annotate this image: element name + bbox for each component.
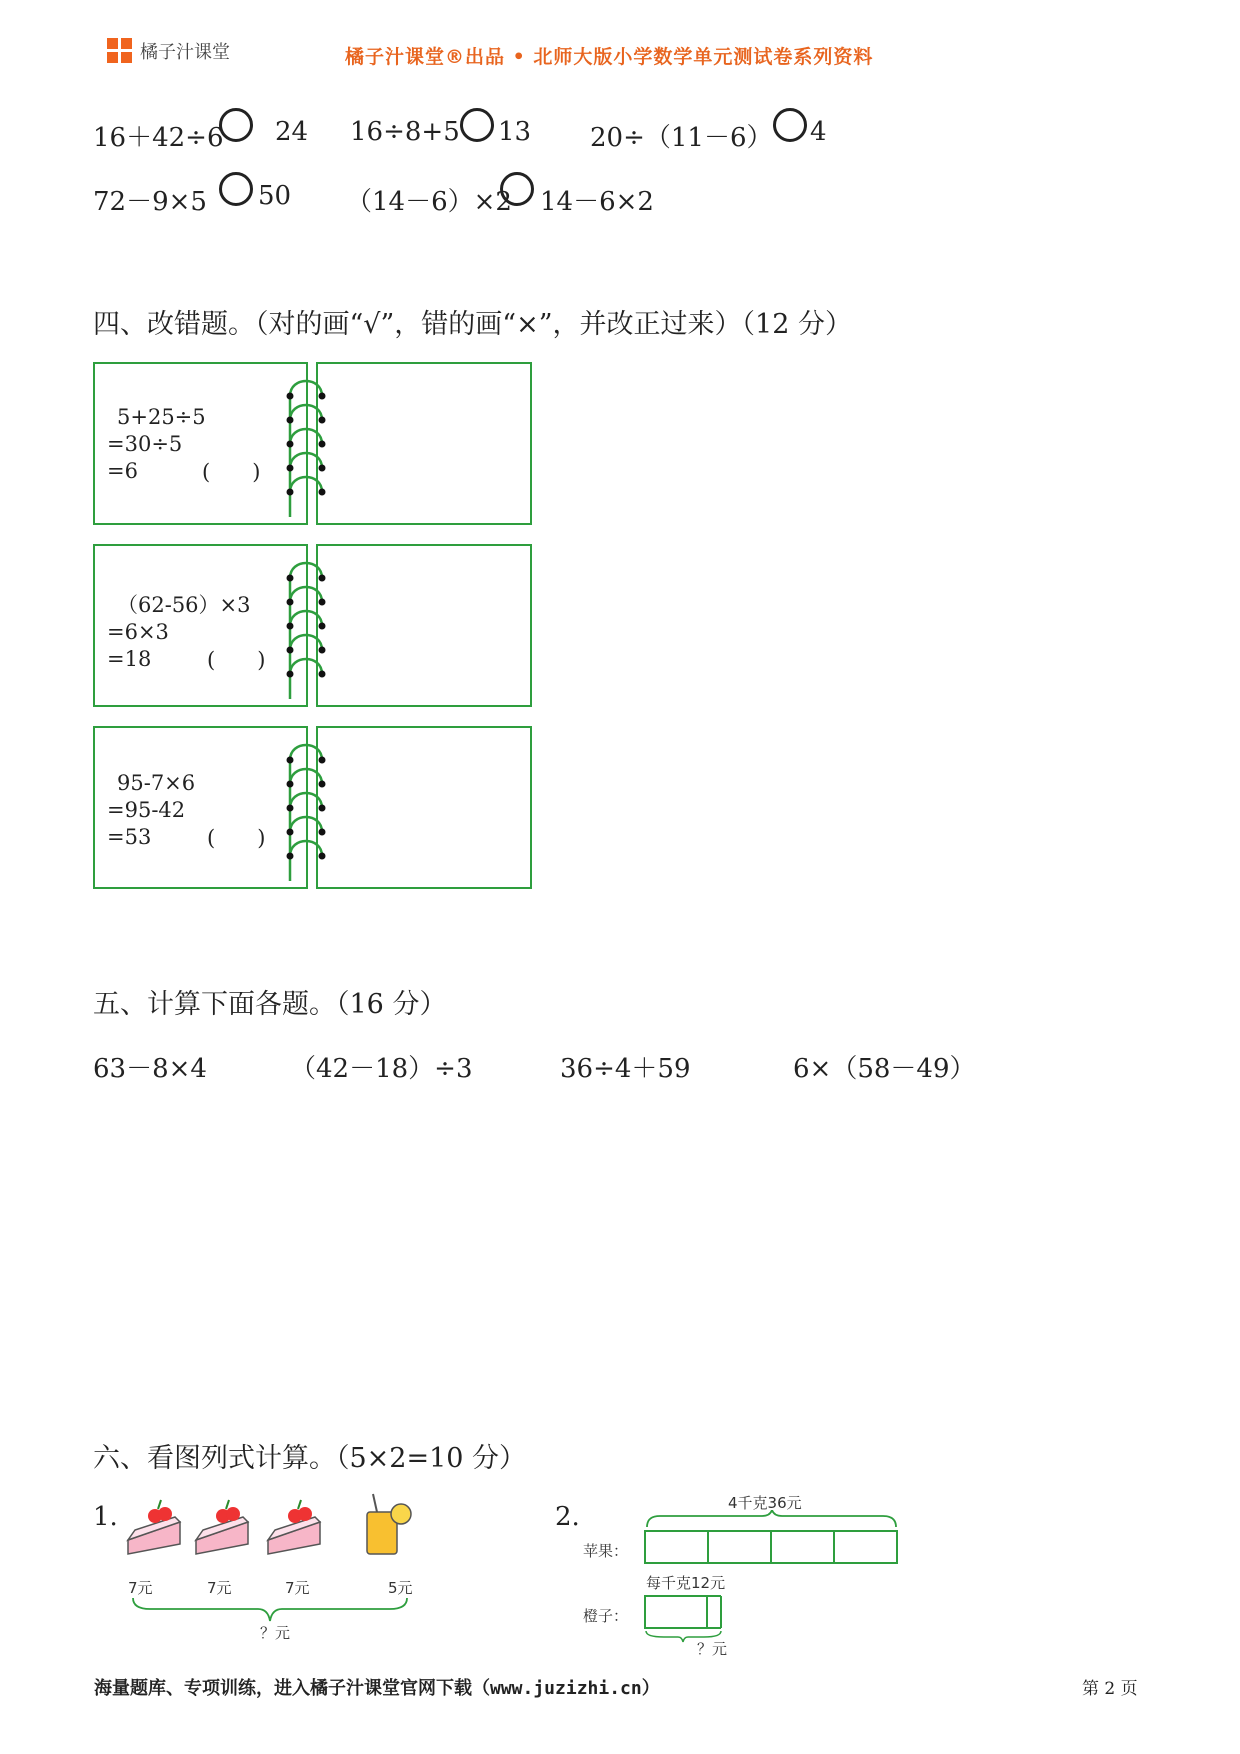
- price-label: 7元: [207, 1579, 232, 1597]
- section4-title: 四、改错题。（对的画“√”，错的画“×”，并改正过来）（12 分）: [93, 309, 852, 340]
- compare-circle[interactable]: [219, 108, 253, 142]
- section5-title: 五、计算下面各题。（16 分）: [93, 989, 447, 1020]
- compare-right: 13: [498, 117, 532, 147]
- error-card-left: [93, 362, 308, 525]
- error-card-right[interactable]: [316, 544, 532, 707]
- spiral-rings-icon: [280, 362, 340, 525]
- spiral-rings-icon: [280, 726, 340, 889]
- answer-parens[interactable]: ( ): [207, 648, 266, 672]
- problem-number: 2.: [555, 1502, 580, 1532]
- card-line: 95-7×6: [117, 771, 196, 795]
- price-label: 5元: [388, 1579, 413, 1597]
- card-line: （62-56）×3: [117, 593, 251, 617]
- error-card-left: [93, 726, 308, 889]
- logo-icon: [107, 38, 133, 64]
- orange-question: ？元: [697, 1640, 728, 1658]
- compare-right: 4: [810, 117, 827, 147]
- compare-circle[interactable]: [219, 172, 253, 206]
- page-number: 第 2 页: [1082, 1679, 1138, 1699]
- compare-circle[interactable]: [773, 108, 807, 142]
- cake-and-juice-icon: [125, 1492, 430, 1562]
- top-label: 4千克36元: [728, 1494, 802, 1512]
- logo-text: 橘子汁课堂: [140, 42, 230, 63]
- per-kg-label: 每千克12元: [646, 1574, 726, 1592]
- card-line: =6: [107, 459, 138, 483]
- spiral-rings-icon: [280, 544, 340, 707]
- compare-circle[interactable]: [460, 108, 494, 142]
- compare-left: 16÷8+5: [350, 117, 460, 147]
- compare-right: 50: [258, 181, 292, 211]
- calc-problem: 36÷4＋59: [560, 1054, 691, 1084]
- footer-link-text[interactable]: 海量题库、专项训练，进入橘子汁课堂官网下载（www.juzizhi.cn）: [94, 1678, 660, 1699]
- card-line: =53: [107, 825, 152, 849]
- compare-left: 16＋42÷6: [93, 123, 224, 153]
- apple-bar: [644, 1530, 900, 1566]
- section6-title: 六、看图列式计算。（5×2=10 分）: [93, 1443, 527, 1474]
- problem-number: 1.: [93, 1502, 118, 1532]
- brace-icon: [130, 1595, 410, 1625]
- compare-left: 20÷（11－6）: [590, 123, 773, 153]
- calc-problem: 6×（58－49）: [793, 1054, 976, 1084]
- compare-left: 72－9×5: [93, 187, 207, 217]
- card-line: =95-42: [107, 798, 186, 822]
- brace-icon: [645, 1510, 900, 1530]
- total-question: ？元: [260, 1624, 291, 1642]
- card-line: 5+25÷5: [117, 405, 206, 429]
- compare-right: 24: [275, 117, 309, 147]
- card-line: =18: [107, 647, 152, 671]
- orange-bar: [644, 1593, 724, 1643]
- apple-label: 苹果：: [583, 1542, 629, 1560]
- card-line: =30÷5: [107, 432, 183, 456]
- compare-circle[interactable]: [500, 172, 534, 206]
- answer-parens[interactable]: ( ): [202, 460, 261, 484]
- header-title: 橘子汁课堂®出品 • 北师大版小学数学单元测试卷系列资料: [345, 46, 874, 68]
- calc-problem: 63－8×4: [93, 1054, 207, 1084]
- orange-label: 橙子：: [583, 1607, 629, 1625]
- compare-left: （14－6）×2: [346, 187, 512, 217]
- error-card-left: [93, 544, 308, 707]
- price-label: 7元: [285, 1579, 310, 1597]
- calc-problem: （42－18）÷3: [290, 1054, 473, 1084]
- compare-right: 14－6×2: [540, 187, 654, 217]
- error-card-right[interactable]: [316, 362, 532, 525]
- card-line: =6×3: [107, 620, 169, 644]
- answer-parens[interactable]: ( ): [207, 826, 266, 850]
- error-card-right[interactable]: [316, 726, 532, 889]
- price-label: 7元: [128, 1579, 153, 1597]
